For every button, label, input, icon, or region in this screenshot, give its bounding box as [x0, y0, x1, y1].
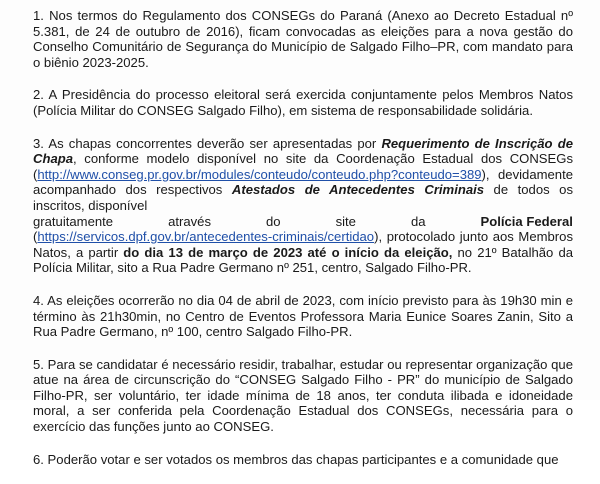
word-site: site — [335, 213, 356, 229]
paragraph-5: 5. Para se candidatar é necessário residir, trabalhar, estudar ou representar organização que atue na área de circunscrição do “CONSEG Salgado Filho - PR” do município de Salgado Filho-PR, ser voluntário, ter idade mínima de 18 anos, ter conduta ilibada e idoneidade moral, a ser conferida pela Coordenação Estadual dos CONSEGs, necessária para o exercício das funções junto ao CONSEG. — [33, 356, 573, 435]
paragraph-3-spread-line — [33, 214, 573, 230]
paragraph-6: 6. Poderão votar e ser votados os membros das chapas participantes e a comunidade que — [33, 451, 559, 467]
document-body — [33, 8, 573, 484]
paragraph-3-text-h: no 21º Batalhão da Polícia Militar, sito a Rua Padre Germano nº 251, centro, Salgado Filho-PR. — [33, 244, 574, 276]
paragraph-1: 1. Nos termos do Regulamento dos CONSEGs do Paraná (Anexo ao Decreto Estadual nº 5.381, de 24 de outubro de 2016), ficam convocadas as eleições para a nova gestão do Conselho Comunitário de Segurança do Município de Salgado Filho–PR, com mandato para o biênio 2023-2025. — [33, 8, 573, 70]
paragraph-3-text-d: ), devidamente acompanhado dos respectivos — [33, 166, 573, 198]
paragraph-3-text-g: ), protocolado junto aos Membros Natos, a partir — [33, 229, 573, 260]
paragraph-3 — [33, 136, 573, 276]
conseg-link[interactable]: http://www.conseg.pr.gov.br/modules/conteudo/conteudo.php?conteudo=389 — [37, 166, 482, 182]
word-da: da — [410, 213, 426, 229]
paragraph-4: 4. As eleições ocorrerão no dia 04 de abril de 2023, com início previsto para às 19h30 min e término às 21h30min, no Centro de Eventos Professora Maria Eunice Soares Zanin, Sito a Rua Padre Germano, nº 100, centro Salgado Filho-PR. — [33, 292, 573, 340]
date-range-bold: do dia 13 de março de 2023 até o início da eleição, — [123, 244, 453, 260]
word-do: do — [266, 213, 281, 229]
paragraph-3-text-c: , conforme modelo disponível no site da Coordenação Estadual dos CONSEGs ( — [33, 151, 573, 182]
atestados-bold: Atestados de Antecedentes Criminais — [231, 182, 485, 198]
word-atraves: através — [168, 213, 212, 229]
paragraph-3-text-a: 3. As chapas concorrentes deverão ser apresentadas por — [33, 135, 382, 151]
paragraph-3-text-f: ( — [33, 229, 38, 245]
requerimento-bold: Requerimento de Inscrição de Chapa — [33, 135, 573, 167]
paragraph-2: 2. A Presidência do processo eleitoral será exercida conjuntamente pelos Membros Natos (Polícia Militar do CONSEG Salgado Filho), em sistema de responsabilidade solidária. — [33, 87, 573, 118]
policia-federal-bold: Polícia Federal — [480, 213, 573, 229]
word-gratuitamente: gratuitamente — [33, 213, 114, 229]
dpf-link[interactable]: https://servicos.dpf.gov.br/antecedentes-criminais/certidao — [37, 229, 375, 245]
paragraph-3-text-e: de todos os inscritos, disponível — [33, 182, 574, 213]
